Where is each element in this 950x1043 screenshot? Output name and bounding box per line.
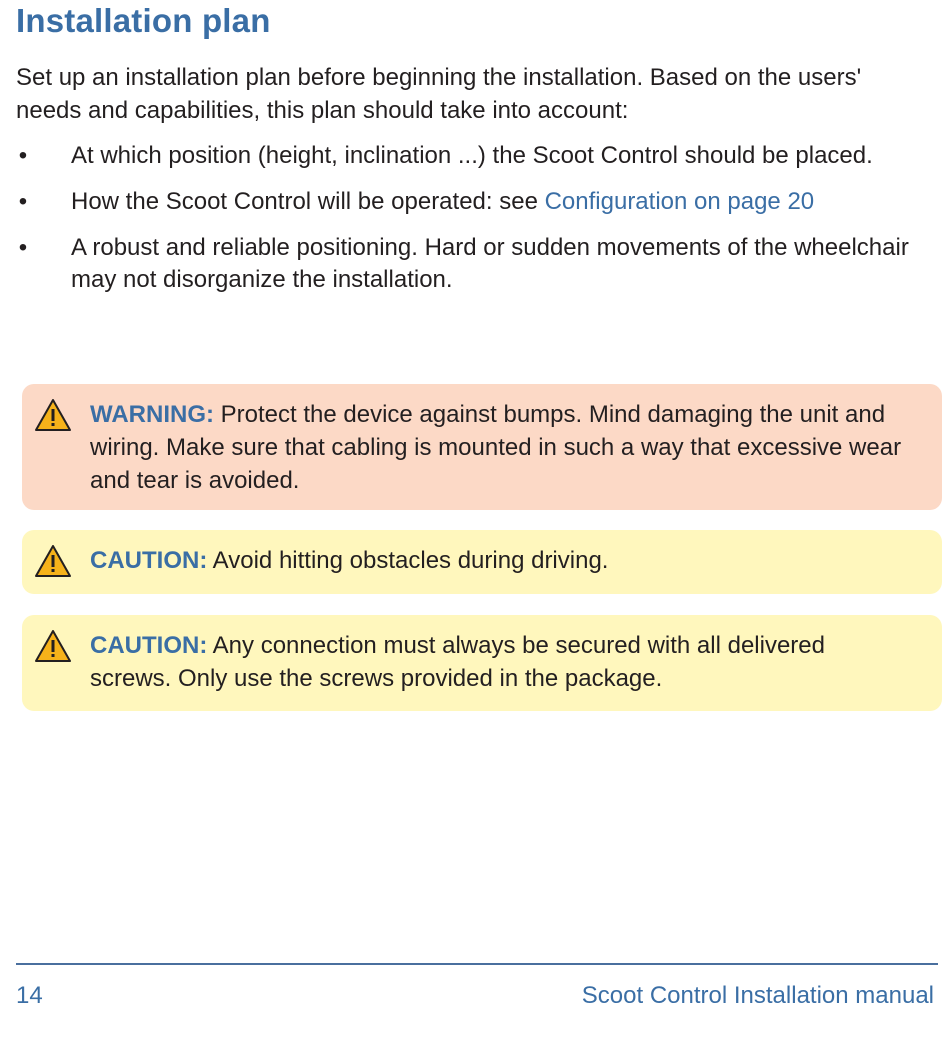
warning-triangle-icon bbox=[34, 629, 72, 663]
list-item-text: A robust and reliable positioning. Hard or sudden movements of the wheelchair may not disorganize the installation. bbox=[71, 234, 909, 293]
list-item-text: How the Scoot Control will be operated: see bbox=[71, 188, 545, 215]
manual-title: Scoot Control Installation manual bbox=[581, 982, 934, 1009]
warning-triangle-icon bbox=[34, 398, 72, 432]
warning-triangle-icon bbox=[34, 544, 72, 578]
list-item bbox=[16, 232, 916, 296]
bullet-list bbox=[16, 140, 916, 310]
caution-label: CAUTION: bbox=[90, 547, 208, 574]
configuration-link[interactable]: Configuration on page 20 bbox=[544, 188, 815, 215]
list-item bbox=[16, 186, 916, 218]
caution-box bbox=[22, 530, 942, 594]
page-title: Installation plan bbox=[16, 2, 271, 39]
list-item bbox=[16, 140, 916, 172]
warning-text: Protect the device against bumps. Mind damaging the unit and wiring. Make sure that cabling is mounted in such a way that excessive wear and tear is avoided. bbox=[90, 401, 902, 494]
bullet-dot: • bbox=[18, 188, 28, 215]
bullet-dot: • bbox=[18, 142, 28, 169]
caution-text: Avoid hitting obstacles during driving. bbox=[207, 547, 609, 574]
intro-paragraph: Set up an installation plan before beginning the installation. Based on the users' needs and capabilities, this plan should take into account: bbox=[16, 64, 862, 124]
warning-box bbox=[22, 384, 942, 510]
bullet-dot: • bbox=[18, 234, 28, 261]
warning-label: WARNING: bbox=[90, 401, 214, 428]
caution-box bbox=[22, 615, 942, 711]
list-item-text: At which position (height, inclination ...) the Scoot Control should be placed. bbox=[71, 142, 873, 169]
caution-text: Any connection must always be secured with all delivered screws. Only use the screws provided in the package. bbox=[90, 632, 825, 692]
caution-label: CAUTION: bbox=[90, 632, 208, 659]
footer-divider bbox=[16, 963, 938, 965]
page-number: 14 bbox=[16, 982, 43, 1009]
